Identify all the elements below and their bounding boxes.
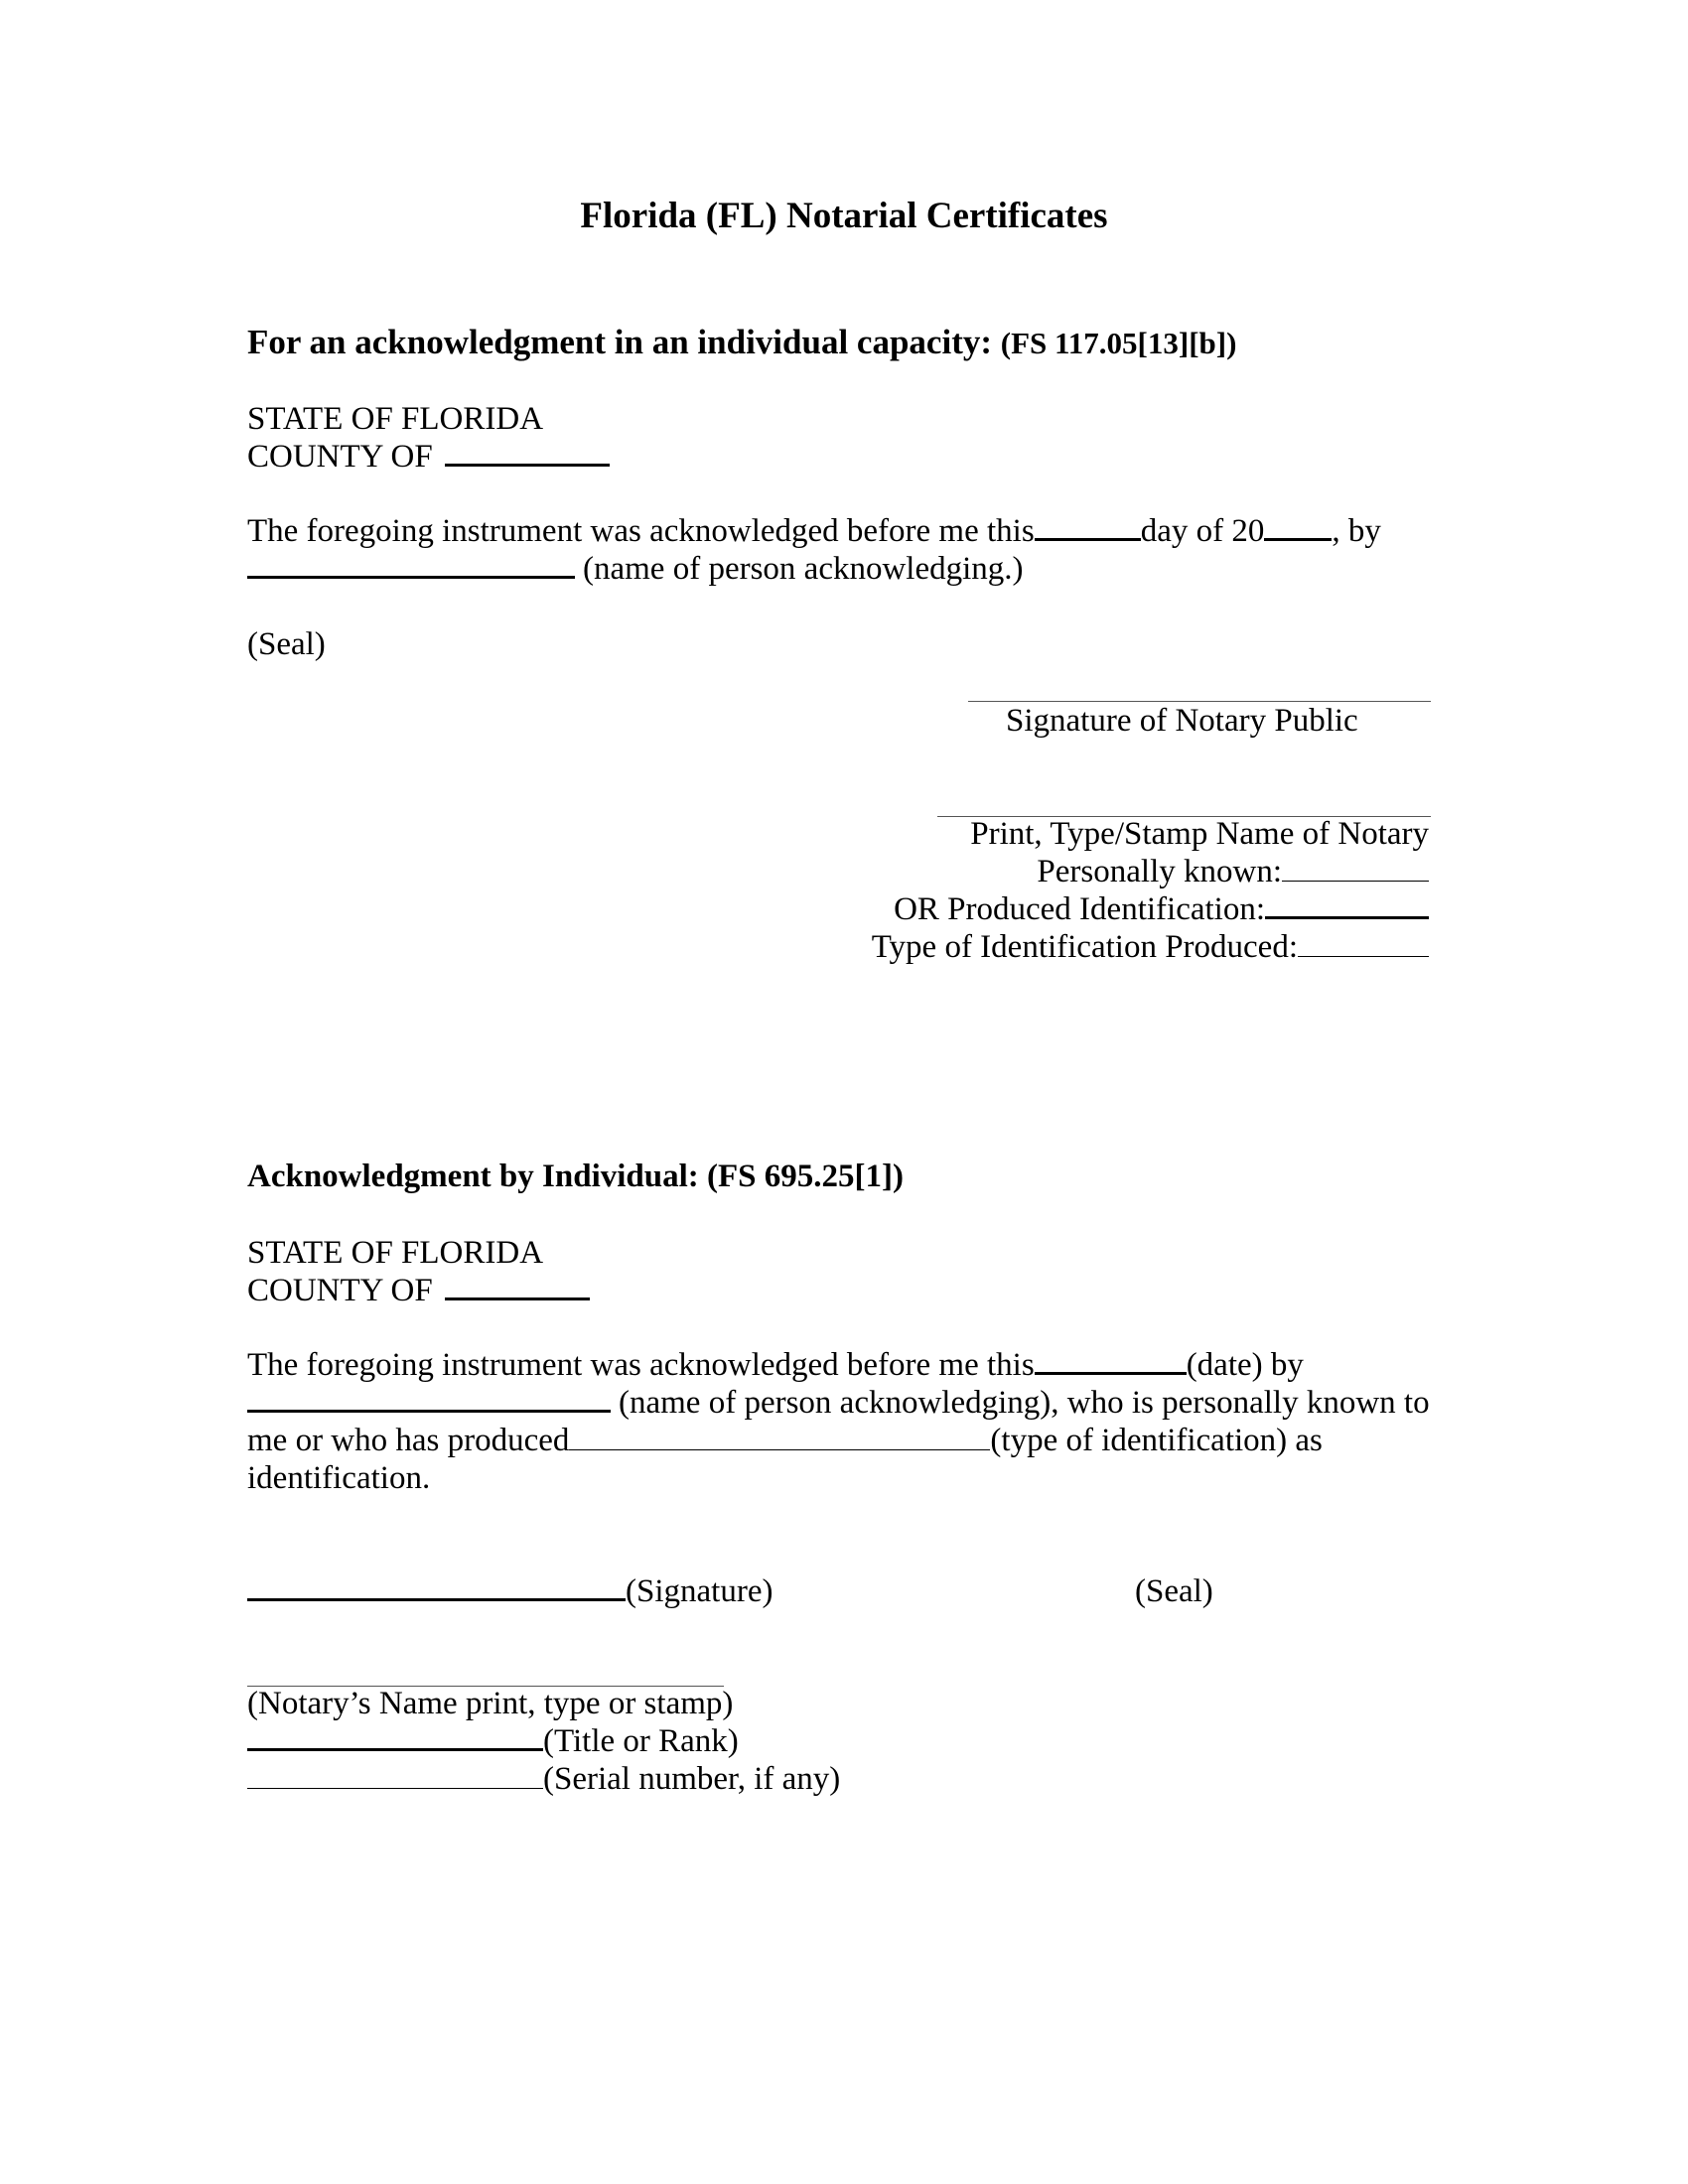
section2-county xyxy=(247,1271,590,1310)
section1-body-line2 xyxy=(247,549,1024,589)
section1-county xyxy=(247,437,610,477)
person-name-blank-2[interactable] xyxy=(247,1409,611,1413)
section1-body-text-d: (name of person acknowledging.) xyxy=(583,551,1024,587)
id-type-blank[interactable] xyxy=(569,1448,990,1450)
date-blank[interactable] xyxy=(1035,1371,1187,1375)
section2-body-line4: identification. xyxy=(247,1460,431,1496)
signature-label: Signature of Notary Public xyxy=(1006,703,1358,739)
section2-body-line2 xyxy=(247,1383,1430,1423)
type-id-label: Type of Identification Produced: xyxy=(871,929,1298,965)
day-blank[interactable] xyxy=(1035,537,1141,541)
section1-body-text-b: day of 20 xyxy=(1140,513,1265,549)
section1-statute: (FS 117.05[13][b]) xyxy=(1000,326,1237,360)
section2-county-label: COUNTY OF xyxy=(247,1273,433,1308)
produced-id xyxy=(894,889,1429,929)
section1-body-text-c: , by xyxy=(1332,513,1381,549)
serial-number xyxy=(247,1759,840,1799)
title-rank-label: (Title or Rank) xyxy=(543,1723,739,1759)
section2-heading: Acknowledgment by Individual: (FS 695.25[1]) xyxy=(247,1159,904,1194)
section2-body-text-a: The foregoing instrument was acknowledged before me this xyxy=(247,1347,1035,1383)
section2-body-line3 xyxy=(247,1421,1323,1460)
title-rank-blank[interactable] xyxy=(247,1747,543,1751)
county-blank[interactable] xyxy=(445,463,610,467)
section2-signature xyxy=(247,1571,773,1611)
section1-state: STATE OF FLORIDA xyxy=(247,401,544,437)
serial-number-label: (Serial number, if any) xyxy=(543,1761,841,1797)
section2-seal: (Seal) xyxy=(1135,1573,1213,1609)
produced-id-label: OR Produced Identification: xyxy=(894,891,1265,927)
personally-known-blank[interactable] xyxy=(1282,880,1429,882)
section2-body-text-b: (date) by xyxy=(1186,1347,1304,1383)
section1-body-text-a: The foregoing instrument was acknowledged before me this xyxy=(247,513,1035,549)
section1-heading xyxy=(247,323,1236,363)
section2-body-line1 xyxy=(247,1345,1304,1385)
year-blank[interactable] xyxy=(1264,537,1332,541)
section2-state: STATE OF FLORIDA xyxy=(247,1235,544,1271)
county-blank-2[interactable] xyxy=(445,1297,590,1300)
section1-county-label: COUNTY OF xyxy=(247,439,433,475)
personally-known xyxy=(1037,852,1429,891)
page-title: Florida (FL) Notarial Certificates xyxy=(580,196,1108,236)
title-rank xyxy=(247,1721,739,1761)
section2-body-text-d: me or who has produced xyxy=(247,1423,570,1458)
signature-blank-2[interactable] xyxy=(247,1597,626,1601)
person-name-blank[interactable] xyxy=(247,575,575,579)
signature-label-2: (Signature) xyxy=(626,1573,774,1609)
section1-seal: (Seal) xyxy=(247,626,326,662)
section2-body-text-c: (name of person acknowledging), who is personally known to xyxy=(619,1385,1430,1421)
print-name-label: Print, Type/Stamp Name of Notary xyxy=(970,816,1429,852)
personally-known-label: Personally known: xyxy=(1037,854,1282,889)
produced-id-blank[interactable] xyxy=(1265,915,1429,919)
notary-name-label: (Notary’s Name print, type or stamp) xyxy=(247,1686,734,1721)
section2-body-text-e: (type of identification) as xyxy=(990,1423,1323,1458)
section1-heading-text: For an acknowledgment in an individual capacity: xyxy=(247,323,993,361)
type-id-blank[interactable] xyxy=(1298,955,1429,957)
serial-number-blank[interactable] xyxy=(247,1787,543,1789)
section1-body-line1 xyxy=(247,511,1381,551)
type-id xyxy=(872,927,1429,967)
